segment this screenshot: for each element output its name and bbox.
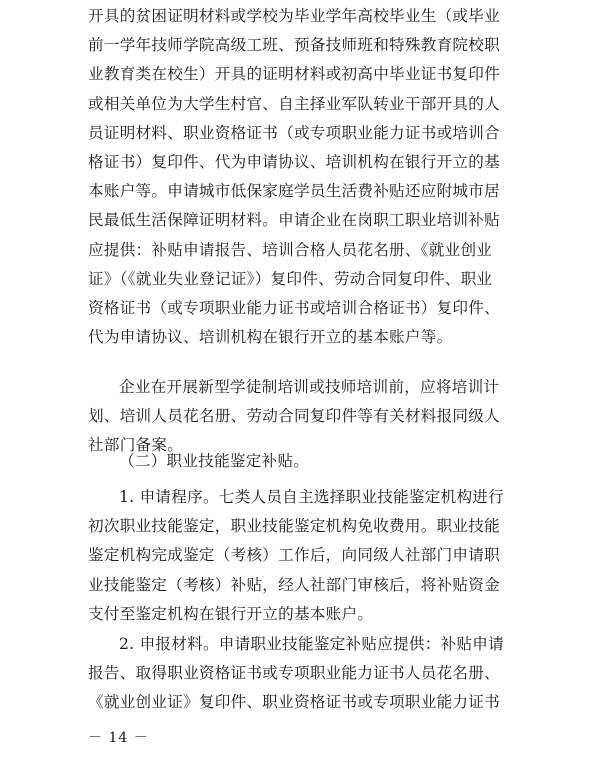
section-heading — [88, 447, 514, 476]
text-line: 鉴定机构完成鉴定（考核）工作后，向同级人社部门申请职 — [88, 546, 500, 565]
text-line: 企业在开展新型学徒制培训或技师培训前，应将培训计 — [119, 378, 500, 396]
text-line: 格证书）复印件、代为申请协议、培训机构在银行开立的基 — [88, 152, 500, 171]
text-line: 1. 申请程序。七类人员自主选择职业技能鉴定机构进行 — [119, 488, 504, 506]
text-line: 或相关单位为大学生村官、自主择业军队转业干部开具的人 — [88, 94, 500, 113]
text-line: 业教育类在校生）开具的证明材料或初高中毕业证书复印件 — [88, 65, 500, 84]
text-line: 本账户等。申请城市低保家庭学员生活费补贴还应附城市居 — [88, 182, 500, 201]
paragraph-application-materials — [88, 630, 514, 718]
text-line: 员证明材料、职业资格证书（或专项职业能力证书或培训合 — [88, 123, 500, 142]
text-line: 开具的贫困证明材料或学校为毕业学年高校毕业生（或毕业 — [88, 7, 500, 25]
page-number: － 14 － — [88, 730, 149, 746]
section-heading-text: （二）职业技能鉴定补贴。 — [119, 452, 310, 470]
text-line: 前一学年技师学院高级工班、预备技师班和特殊教育院校职 — [88, 36, 500, 55]
text-line: 证》（《就业失业登记证》）复印件、劳动合同复印件、职业 — [88, 269, 493, 288]
text-line: 2. 申报材料。申请职业技能鉴定补贴应提供：补贴申请 — [119, 635, 504, 653]
text-line: 社部门备案。 — [88, 436, 184, 455]
text-line: 资格证书（或专项职业能力证书或培训合格证书）复印件、 — [88, 298, 500, 317]
paragraph-application-procedure — [88, 483, 514, 629]
text-line: 支付至鉴定机构在银行开立的基本账户。 — [88, 604, 374, 623]
text-line: 业技能鉴定（考核）补贴，经人社部门审核后，将补贴资金 — [88, 575, 500, 594]
text-line: 应提供：补贴申请报告、培训合格人员花名册、《就业创业 — [88, 240, 493, 259]
text-line: 划、培训人员花名册、劳动合同复印件等有关材料报同级人 — [88, 407, 500, 426]
text-line: 代为申请协议、培训机构在银行开立的基本账户等。 — [88, 328, 453, 347]
text-line: 初次职业技能鉴定，职业技能鉴定机构免收费用。职业技能 — [88, 517, 500, 536]
paragraph-training-subsidy-materials — [88, 2, 514, 352]
text-line: 报告、取得职业资格证书或专项职业能力证书人员花名册、 — [88, 664, 500, 683]
text-line: 民最低生活保障证明材料。申请企业在岗职工职业培训补贴 — [88, 211, 500, 230]
text-line: 《就业创业证》复印件、职业资格证书或专项职业能力证书 — [88, 693, 500, 712]
